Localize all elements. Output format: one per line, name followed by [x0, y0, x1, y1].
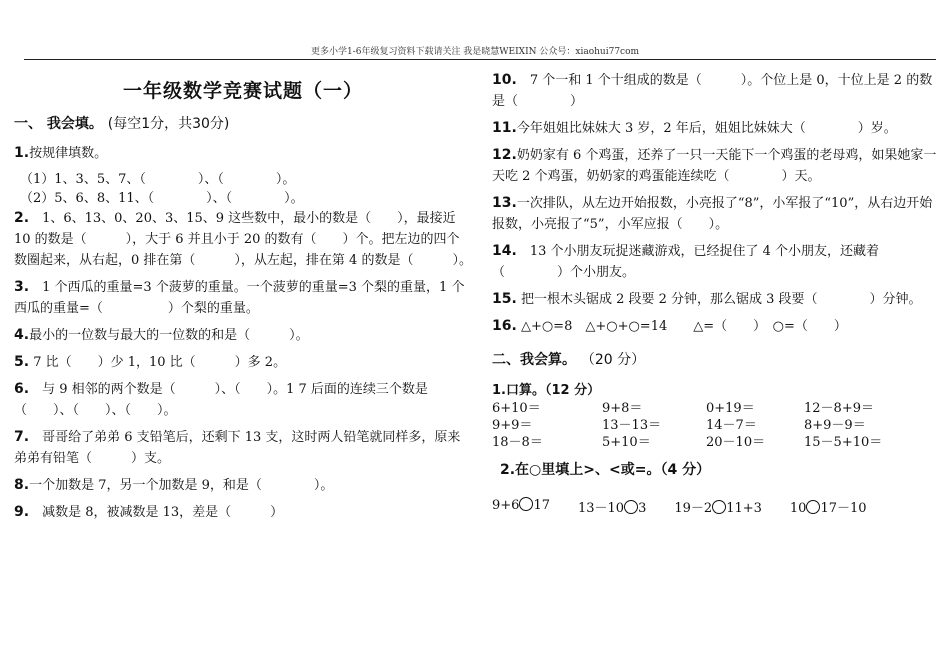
right-questions [492, 70, 940, 337]
compare-title: 2.在○里填上>、<或=。（4 分） [500, 462, 711, 478]
oral-title: 1.口算。（12 分） [492, 383, 601, 398]
section-one-note: (每空1分，共30分) [107, 116, 230, 132]
question-text: 与 9 相邻的两个数是（ ）、（ ）。1 7 后面的连续三个数是（ ）、（ ）、（ ）。 [14, 382, 428, 418]
right-question-5 [492, 289, 940, 310]
section-one-label: 一、 我会填。 [14, 116, 103, 132]
left-question-8 [14, 427, 472, 469]
right-question-0 [492, 70, 940, 112]
oral-item: 6+10＝ [492, 401, 541, 416]
compare-row [492, 497, 940, 516]
compare-item: 10 17－10 [789, 501, 867, 516]
section-two-heading [492, 349, 940, 369]
oral-item: 18－8＝ [492, 435, 543, 450]
question-text: 最小的一位数与最大的一位数的和是（ ）。 [29, 328, 309, 343]
page-title: 一年级数学竞赛试题（一） [122, 80, 363, 102]
answer-circle-icon[interactable] [519, 497, 533, 511]
right-question-3 [492, 193, 940, 235]
question-number: 2. [14, 210, 30, 226]
question-number: 7. [14, 429, 30, 445]
oral-grid [492, 400, 940, 451]
question-text: 今年姐姐比妹妹大 3 岁，2 年后，姐姐比妹妹大（ ）岁。 [516, 121, 897, 136]
question-number: 11. [492, 120, 517, 136]
oral-item: 15－5+10＝ [804, 435, 883, 450]
question-text: 把一根木头锯成 2 段要 2 分钟，那么锯成 3 段要（ ）分钟。 [516, 292, 922, 307]
question-text: 哥哥给了弟弟 6 支铅笔后，还剩下 13 支，这时两人铅笔就同样多，原来弟弟有铅笔（ ）支。 [14, 430, 461, 466]
oral-item: 9+9＝ [492, 418, 533, 433]
answer-circle-icon[interactable] [806, 500, 820, 514]
left-question-2 [20, 189, 472, 208]
oral-item: 9+8＝ [602, 401, 643, 416]
answer-circle-icon[interactable] [624, 500, 638, 514]
question-number: 1. [14, 145, 30, 161]
question-number: 6. [14, 381, 30, 397]
right-question-6 [492, 316, 940, 337]
question-text: 1、6、13、0、20、3、15、9 这些数中，最小的数是（ ），最接近 10 的数是（ ），大于 6 并且小于 20 的数有（ ）个。把左边的四个数圈起来，从右起，0 排在第（ ），从左起，排在第 4 的数是（ ）。 [14, 211, 472, 268]
left-column [14, 70, 472, 529]
oral-item: 12－8+9＝ [804, 401, 874, 416]
oral-item: 5+10＝ [602, 435, 651, 450]
question-text: 7 个一和 1 个十组成的数是（ ）。个位上是 0，十位上是 2 的数是（ ） [492, 73, 933, 109]
question-number: 12. [492, 147, 517, 163]
question-number: 8. [14, 477, 30, 493]
question-text: 奶奶家有 6 个鸡蛋，还养了一只一天能下一个鸡蛋的老母鸡，如果她家一天吃 2 个鸡蛋，奶奶家的鸡蛋能连续吃（ ）天。 [492, 148, 937, 184]
question-text: △+○=8 △+○+○=14 △=（ ） ○=（ ） [516, 319, 847, 334]
left-questions [14, 143, 472, 523]
left-question-10 [14, 502, 472, 523]
compare-item: 9+6 17 [492, 498, 550, 513]
question-text: 按规律填数。 [29, 146, 108, 161]
right-question-2 [492, 145, 940, 187]
question-text: （2）5、6、8、11、（ ）、（ ）。 [20, 191, 304, 206]
question-text: 一个加数是 7，另一个加数是 9，和是（ ）。 [29, 478, 334, 493]
left-question-0 [14, 143, 472, 164]
compare-item: 19－2 11+3 [674, 501, 762, 516]
oral-item: 20－10＝ [706, 435, 766, 450]
compare-item: 13－10 3 [577, 501, 647, 516]
oral-item: 8+9－9＝ [804, 418, 866, 433]
oral-item: 14－7＝ [706, 418, 757, 433]
right-column [492, 70, 940, 516]
question-number: 13. [492, 195, 517, 211]
question-text: 7 比（ ）少 1，10 比（ ）多 2。 [29, 355, 287, 370]
question-text: 一次排队，从左边开始报数，小亮报了“8”，小军报了“10”，从右边开始报数，小亮报了“5”，小军应报（ ）。 [492, 196, 933, 232]
right-question-4 [492, 241, 940, 283]
answer-circle-icon[interactable] [712, 500, 726, 514]
left-question-9 [14, 475, 472, 496]
right-question-1 [492, 118, 940, 139]
left-question-1 [20, 170, 472, 189]
left-question-7 [14, 379, 472, 421]
left-question-4 [14, 277, 472, 319]
question-text: 1 个西瓜的重量=3 个菠萝的重量。一个菠萝的重量=3 个梨的重量，1 个西瓜的重量=（ ）个梨的重量。 [14, 280, 465, 316]
question-number: 5. [14, 354, 30, 370]
question-text: 13 个小朋友玩捉迷藏游戏，已经捉住了 4 个小朋友，还藏着（ ）个小朋友。 [492, 244, 880, 280]
question-text: 减数是 8，被减数是 13，差是（ ） [29, 505, 284, 520]
question-number: 9. [14, 504, 30, 520]
question-number: 14. [492, 243, 517, 259]
question-number: 4. [14, 327, 30, 343]
left-question-6 [14, 352, 472, 373]
question-number: 15. [492, 291, 517, 307]
question-number: 3. [14, 279, 30, 295]
section-one-heading [14, 113, 472, 133]
section-two-label: 二、我会算。 [492, 352, 576, 368]
oral-item: 0+19＝ [706, 401, 755, 416]
header-note: 更多小学1-6年级复习资料下载请关注 我是晓慧WEIXIN 公众号：xiaohui77com [310, 47, 640, 57]
question-number: 10. [492, 72, 517, 88]
question-number: 16. [492, 318, 517, 334]
question-text: （1）1、3、5、7、（ ）、（ ）。 [20, 172, 296, 187]
header-rule [24, 59, 936, 60]
left-question-3 [14, 208, 472, 271]
left-question-5 [14, 325, 472, 346]
oral-item: 13－13＝ [602, 418, 662, 433]
section-two-note: （20 分） [580, 352, 646, 368]
